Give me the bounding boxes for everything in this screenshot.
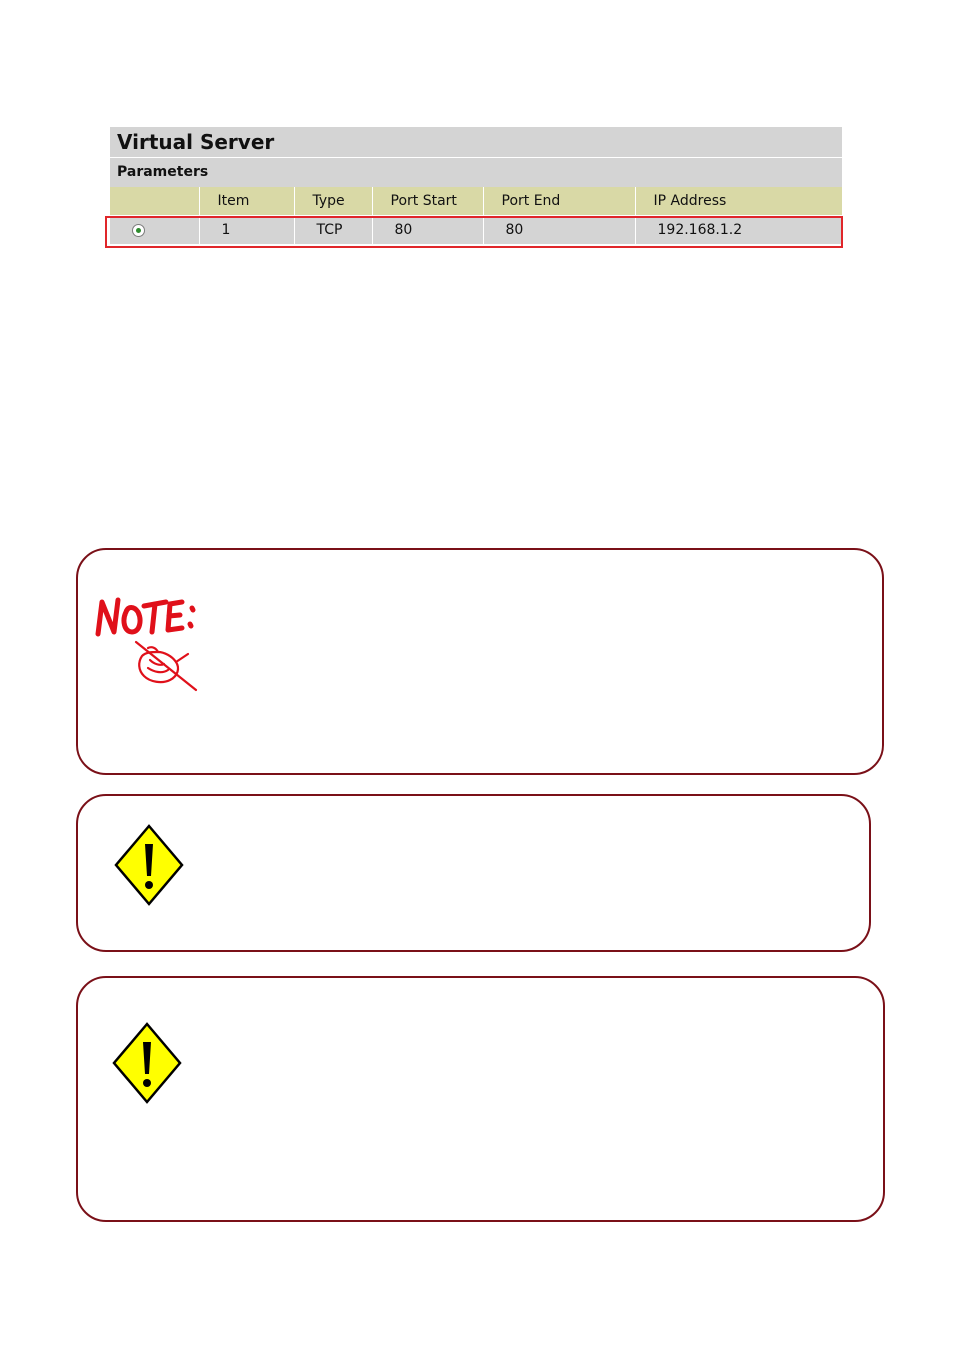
- cell-port-start: 80: [372, 216, 483, 245]
- select-cell[interactable]: [110, 216, 199, 245]
- warning-diamond-icon: [112, 1022, 182, 1104]
- warning-callout: [76, 976, 885, 1222]
- column-header-type: Type: [294, 187, 372, 216]
- cell-item: 1: [199, 216, 294, 245]
- virtual-server-panel: [110, 127, 842, 244]
- column-header-port-start: Port Start: [372, 187, 483, 216]
- note-callout: [76, 548, 884, 775]
- virtual-server-table: [110, 187, 842, 244]
- warning-diamond-icon: [114, 824, 184, 906]
- section-header-parameters: Parameters: [110, 158, 842, 187]
- column-header-ip-address: IP Address: [635, 187, 842, 216]
- cell-ip-address: 192.168.1.2: [635, 216, 842, 245]
- column-header-port-end: Port End: [483, 187, 635, 216]
- cell-port-end: 80: [483, 216, 635, 245]
- table-row[interactable]: [110, 216, 842, 245]
- note-handwritten-icon: [92, 590, 204, 696]
- cell-type: TCP: [294, 216, 372, 245]
- warning-callout: [76, 794, 871, 952]
- column-header-select: [110, 187, 199, 216]
- column-header-item: Item: [199, 187, 294, 216]
- table-header-row: [110, 187, 842, 216]
- panel-title: Virtual Server: [110, 127, 842, 158]
- row-select-radio[interactable]: [132, 224, 145, 237]
